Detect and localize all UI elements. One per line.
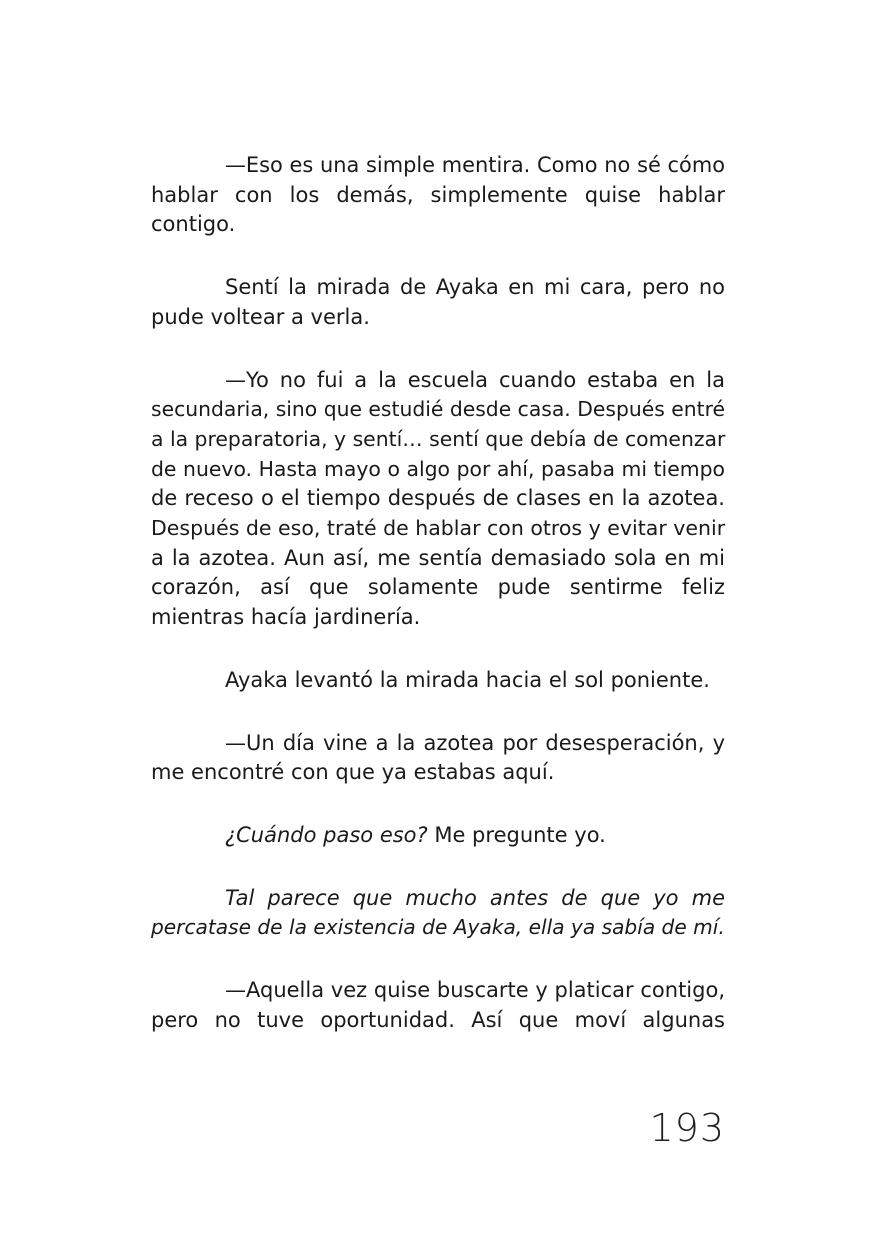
italic-thought: ¿Cuándo paso eso? (225, 822, 428, 847)
paragraph-2 (151, 273, 725, 332)
text-line: Después de eso, traté de hablar con otros y evitar venir (151, 516, 726, 541)
text-line (151, 821, 725, 851)
text-line: Sentí la mirada de Ayaka en mi cara, pero no (225, 275, 725, 300)
page-number: 193 (649, 1106, 725, 1150)
paragraph-3 (151, 366, 725, 633)
text-line: de receso o el tiempo después de clases en la azotea. (151, 486, 725, 511)
text-line: —Un día vine a la azotea por desesperación, y (225, 730, 725, 755)
paragraph-4 (151, 666, 725, 696)
paragraph-7 (151, 884, 725, 943)
text-line: percatase de la existencia de Ayaka, ella ya sabía de mí. (151, 915, 725, 940)
text-line: pude voltear a verla. (151, 304, 370, 329)
text-line: Ayaka levantó la mirada hacia el sol poniente. (225, 667, 710, 692)
text-line: me encontré con que ya estabas aquí. (151, 760, 555, 785)
text-line: mientras hacía jardinería. (151, 605, 421, 630)
text-line: hablar con los demás, simplemente quise hablar (151, 182, 725, 207)
paragraph-5 (151, 729, 725, 788)
narration-text: Me pregunte yo. (427, 822, 606, 847)
text-line: pero no tuve oportunidad. Así que moví algunas (151, 1007, 725, 1032)
paragraph-8 (151, 976, 725, 1035)
paragraph-1 (151, 151, 725, 240)
text-line: contigo. (151, 212, 236, 237)
text-line: secundaria, sino que estudié desde casa. Después entré (151, 397, 725, 422)
text-line: Tal parece que mucho antes de que yo me (225, 885, 725, 910)
text-line: a la preparatoria, y sentí… sentí que debía de comenzar (151, 426, 726, 451)
text-line: —Yo no fui a la escuela cuando estaba en la (225, 367, 725, 392)
text-line: a la azotea. Aun así, me sentía demasiado sola en mi (151, 545, 725, 570)
body-text (151, 151, 725, 1035)
text-line: —Eso es una simple mentira. Como no sé cómo (225, 153, 725, 177)
paragraph-6 (151, 821, 725, 851)
text-line: —Aquella vez quise buscarte y platicar contigo, (225, 978, 725, 1003)
text-line: de nuevo. Hasta mayo o algo por ahí, pasaba mi tiempo (151, 456, 725, 481)
text-line: corazón, así que solamente pude sentirme feliz (151, 575, 725, 600)
